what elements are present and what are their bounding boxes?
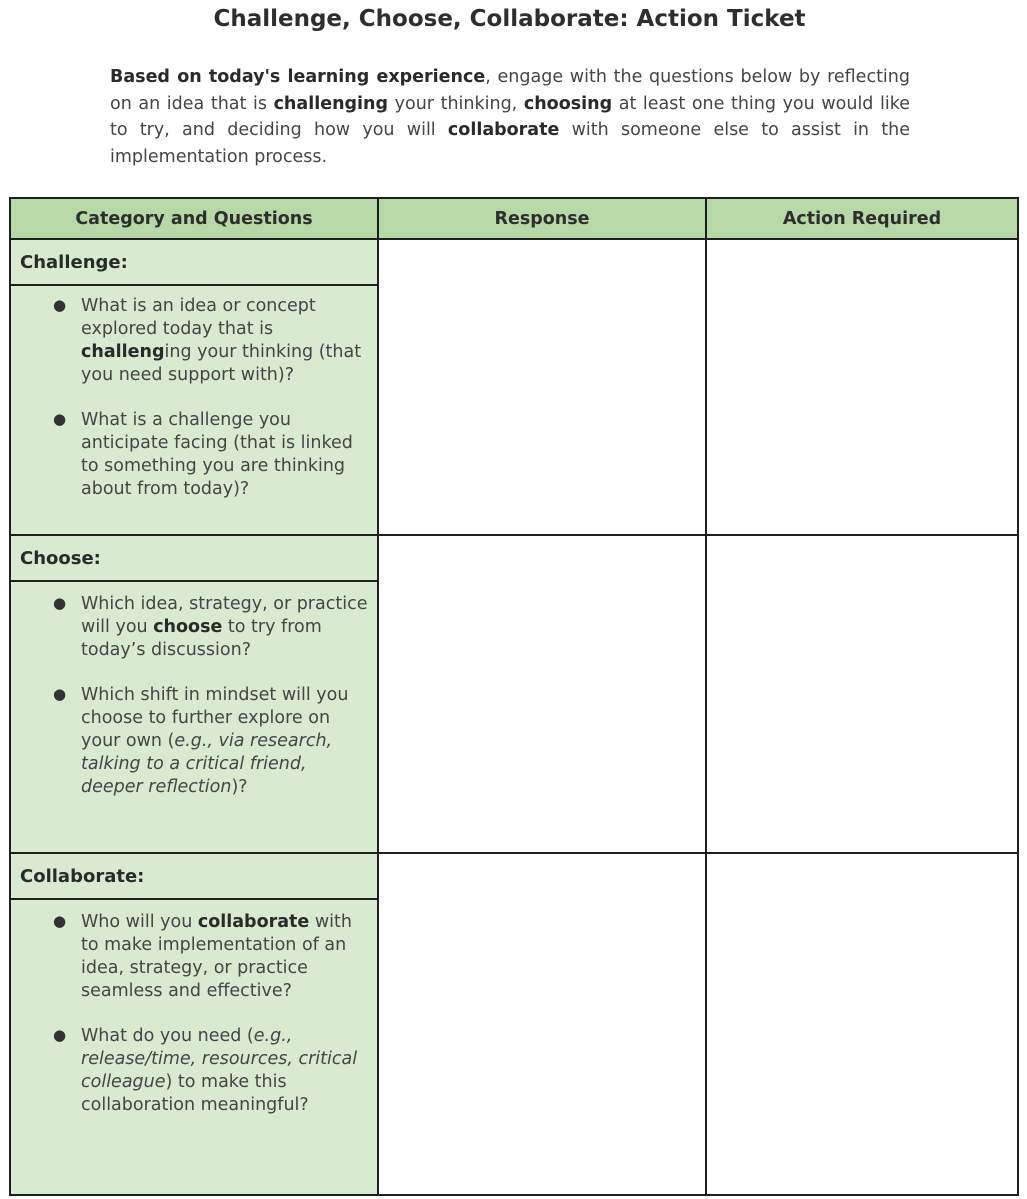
question-text: What do you need ( [81,1026,254,1046]
intro-text-1: , engage with the questions below by reflecting on an idea that is [110,67,910,114]
header-action-required: Action Required [706,198,1018,239]
choose-label: Choose: [10,535,378,581]
question-emphasis: choose [153,617,223,637]
collaborate-question-1 [11,911,377,1003]
question-emphasis: collaborate [197,912,310,932]
intro-lead: Based on today's learning experience [110,67,486,87]
action-ticket-table [9,197,1019,1196]
collaborate-questions [10,899,378,1195]
bullet-icon: ● [53,296,67,314]
choose-questions [10,581,378,853]
question-example: e.g., via research, talking to a critical friend, deeper reflection [81,731,333,797]
collaborate-label: Collaborate: [10,853,378,899]
choose-title-row [10,535,1018,581]
intro-text-3: at least one thing you would like to try, and deciding how you will [110,93,911,140]
question-text: ) to make this collaboration meaningful? [81,1072,309,1115]
challenge-question-2 [11,409,377,501]
bullet-icon: ● [53,410,67,428]
question-text: What is a challenge you anticipate facing (that is linked to something you are thinking about from today)? [81,410,353,499]
intro-paragraph [110,64,910,170]
question-text: ing your thinking (that you need support with)? [81,342,362,385]
choose-action-cell[interactable] [706,535,1018,853]
choose-response-cell[interactable] [378,535,706,853]
challenge-label: Challenge: [10,239,378,285]
header-category: Category and Questions [10,198,378,239]
bullet-icon: ● [53,594,67,612]
question-text: )? [231,777,248,797]
intro-collaborate: collaborate [447,120,560,140]
collaborate-question-2 [11,1025,377,1117]
header-row [10,198,1018,239]
collaborate-response-cell[interactable] [378,853,706,1195]
question-text: with to make implementation of an idea, strategy, or practice seamless and effective? [81,912,352,1001]
challenge-questions [10,285,378,535]
choose-question-1 [11,593,377,662]
challenge-title-row [10,239,1018,285]
question-text: Which shift in mindset will you choose to further explore on your own ( [81,685,349,751]
choose-question-2 [11,684,377,799]
challenge-response-cell[interactable] [378,239,706,535]
intro-text-4: with someone else to assist in the implementation process. [110,120,910,167]
bullet-icon: ● [53,685,67,703]
question-text: What is an idea or concept explored today that is [81,296,316,339]
challenge-action-cell[interactable] [706,239,1018,535]
question-text: Which idea, strategy, or practice will you [81,594,368,637]
question-text: to try from today’s discussion? [81,617,322,660]
intro-challenging: challenging [273,93,389,114]
challenge-question-1 [11,295,377,387]
bullet-icon: ● [53,912,67,930]
question-emphasis: challeng [81,342,165,362]
collaborate-action-cell[interactable] [706,853,1018,1195]
intro-choosing: choosing [523,93,613,114]
intro-text-2: your thinking, [388,93,524,114]
question-example: e.g., release/time, resources, critical colleague [81,1026,358,1092]
bullet-icon: ● [53,1026,67,1044]
collaborate-title-row [10,853,1018,899]
header-response: Response [378,198,706,239]
question-text: Who will you [81,912,198,932]
page-title: Challenge, Choose, Collaborate: Action Ticket [213,6,806,32]
